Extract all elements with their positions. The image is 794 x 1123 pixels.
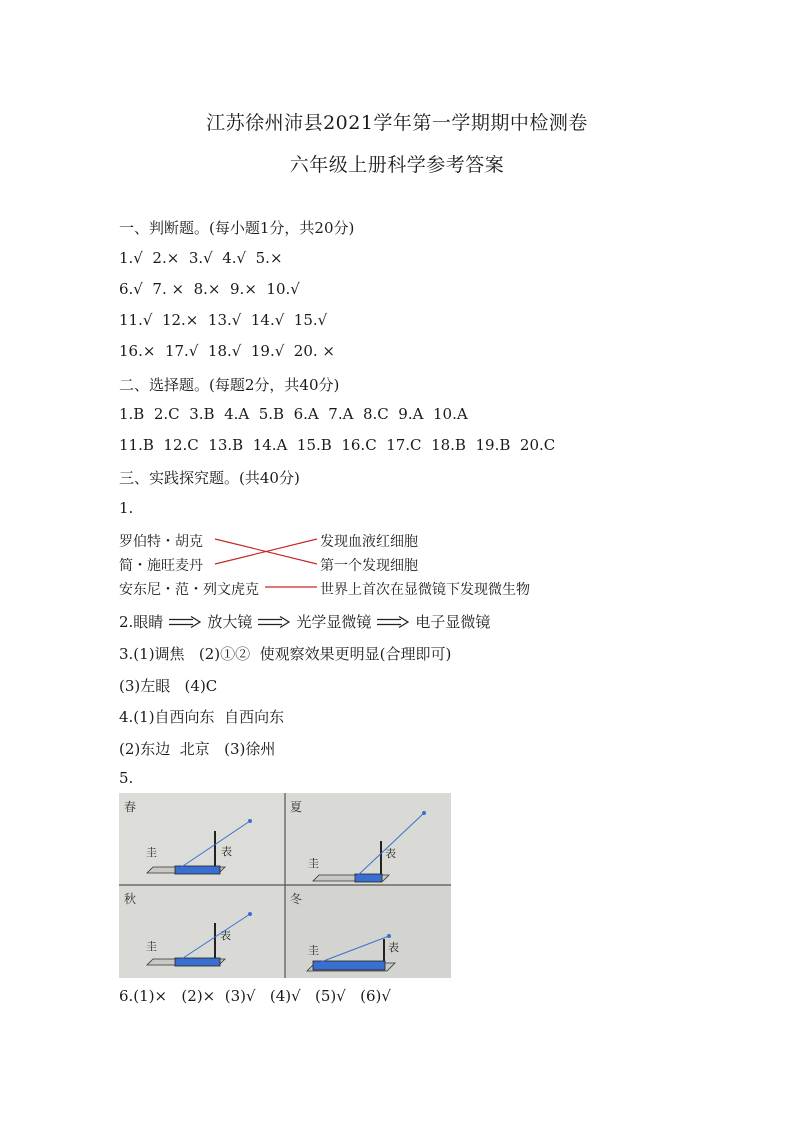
q4-line: 4.(1)自西向东 自西向东 xyxy=(119,708,285,726)
match-right-item: 发现血液红细胞 xyxy=(320,534,418,550)
q3-line: 3.(1)调焦 (2)①② 使观察效果更明显(合理即可) xyxy=(119,645,452,663)
section3-heading: 三、实践探究题。(共40分) xyxy=(119,469,300,487)
arrow-right-icon xyxy=(258,616,290,628)
q1-label: 1. xyxy=(119,499,134,517)
q2-step: 电子显微镜 xyxy=(415,613,491,631)
section2-row: 1.B 2.C 3.B 4.A 5.B 6.A 7.A 8.C 9.A 10.A xyxy=(119,405,468,423)
gui-label: 圭 xyxy=(308,857,319,870)
arrow-right-icon xyxy=(169,616,201,628)
matching-diagram xyxy=(119,528,539,598)
page-subtitle: 六年级上册科学参考答案 xyxy=(289,154,505,176)
biao-label: 表 xyxy=(221,845,232,858)
match-right-item: 第一个发现细胞 xyxy=(320,558,418,574)
biao-label: 表 xyxy=(388,941,399,954)
season-label: 冬 xyxy=(290,892,303,906)
q6-line: 6.(1)× (2)× (3)√ (4)√ (5)√ (6)√ xyxy=(119,987,391,1005)
q2-step: 放大镜 xyxy=(207,613,253,631)
sundial-shadow-figure xyxy=(119,793,451,978)
biao-label: 表 xyxy=(385,847,396,860)
match-right-item: 世界上首次在显微镜下发现微生物 xyxy=(320,582,530,598)
q2-answer xyxy=(119,611,490,632)
q2-step: 光学显微镜 xyxy=(296,613,372,631)
q5-label: 5. xyxy=(119,769,134,787)
section1-row: 1.√ 2.× 3.√ 4.√ 5.× xyxy=(119,249,283,267)
match-left-item: 安东尼・范・列文虎克 xyxy=(119,582,259,598)
section2-heading: 二、选择题。(每题2分，共40分) xyxy=(119,376,340,394)
season-label: 春 xyxy=(124,800,137,814)
q4-line: (2)东边 北京 (3)徐州 xyxy=(119,740,276,758)
season-label: 夏 xyxy=(290,800,303,814)
section1-row: 6.√ 7. × 8.× 9.× 10.√ xyxy=(119,280,300,298)
section2-row: 11.B 12.C 13.B 14.A 15.B 16.C 17.C 18.B 19.B 20.C xyxy=(119,436,556,454)
arrow-right-icon xyxy=(377,616,409,628)
match-left-item: 简・施旺麦丹 xyxy=(119,558,203,574)
gui-label: 圭 xyxy=(146,846,157,859)
section1-row: 11.√ 12.× 13.√ 14.√ 15.√ xyxy=(119,311,328,329)
gui-label: 圭 xyxy=(308,944,319,957)
match-left-item: 罗伯特・胡克 xyxy=(119,534,203,550)
section1-row: 16.× 17.√ 18.√ 19.√ 20. × xyxy=(119,342,335,360)
section1-heading: 一、判断题。(每小题1分，共20分) xyxy=(119,219,355,237)
gui-label: 圭 xyxy=(146,940,157,953)
q3-line: (3)左眼 (4)C xyxy=(119,677,218,695)
q2-prefix: 2.眼睛 xyxy=(119,613,164,631)
biao-label: 表 xyxy=(220,929,231,942)
season-label: 秋 xyxy=(124,892,137,906)
page-title: 江苏徐州沛县2021学年第一学期期中检测卷 xyxy=(206,112,588,134)
